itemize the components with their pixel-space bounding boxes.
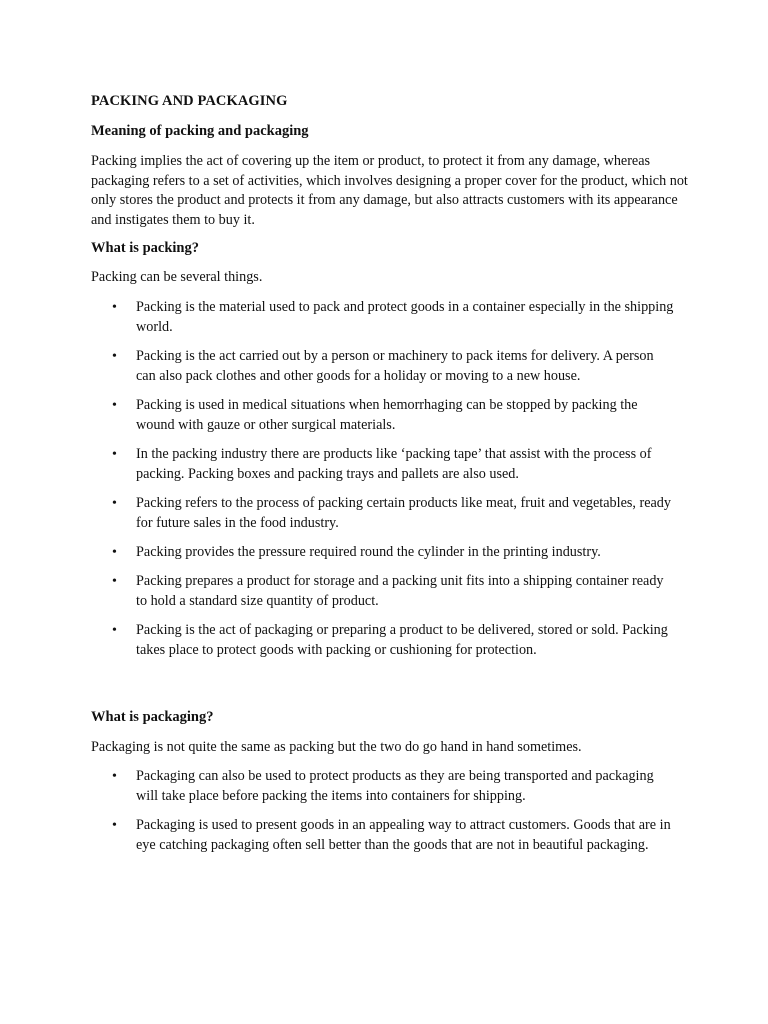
packing-intro: Packing can be several things.: [91, 269, 263, 285]
list-item-text: Packing is the material used to pack and protect goods in a container especially in the shipping world.: [136, 299, 674, 335]
document-title: PACKING AND PACKAGING: [91, 93, 288, 109]
list-item-text: Packing refers to the process of packing certain products like meat, fruit and vegetables, ready for future sales in the food industry.: [136, 495, 671, 531]
bullet-icon: •: [112, 300, 117, 315]
bullet-icon: •: [112, 769, 117, 784]
section-heading-packing: What is packing?: [91, 240, 199, 256]
list-item-text: Packing is the act of packaging or preparing a product to be delivered, stored or sold. Packing takes place to protect goods with packing or cushioning for protection.: [136, 622, 668, 658]
list-item-text: In the packing industry there are products like ‘packing tape’ that assist with the process of packing. Packing boxes and packing trays and pallets are also used.: [136, 446, 652, 482]
section-heading-meaning: Meaning of packing and packaging: [91, 123, 309, 139]
list-item-text: Packaging can also be used to protect products as they are being transported and packaging will take place before packing the items into containers for shipping.: [136, 768, 654, 804]
bullet-icon: •: [112, 623, 117, 638]
list-item-text: Packing provides the pressure required round the cylinder in the printing industry.: [136, 544, 601, 560]
section-heading-packaging: What is packaging?: [91, 709, 214, 725]
bullet-icon: •: [112, 574, 117, 589]
packaging-intro: Packaging is not quite the same as packing but the two do go hand in hand sometimes.: [91, 739, 582, 755]
list-item-text: Packaging is used to present goods in an appealing way to attract customers. Goods that are in eye catching packaging often sell better than the goods that are not in beautiful packaging.: [136, 817, 671, 853]
list-item-text: Packing is used in medical situations when hemorrhaging can be stopped by packing the wound with gauze or other surgical materials.: [136, 397, 638, 433]
bullet-icon: •: [112, 545, 117, 560]
list-item-text: Packing prepares a product for storage and a packing unit fits into a shipping container ready to hold a standard size quantity of product.: [136, 573, 664, 609]
meaning-paragraph: Packing implies the act of covering up the item or product, to protect it from any damage, whereas packaging refers to a set of activities, which involves designing a proper cover for the product, which not only stores the product and protects it from any damage, but also attracts customers with its appearance and instigates them to buy it.: [91, 153, 688, 228]
bullet-icon: •: [112, 398, 117, 413]
bullet-icon: •: [112, 447, 117, 462]
bullet-icon: •: [112, 349, 117, 364]
bullet-icon: •: [112, 818, 117, 833]
bullet-icon: •: [112, 496, 117, 511]
list-item-text: Packing is the act carried out by a person or machinery to pack items for delivery. A person can also pack clothes and other goods for a holiday or moving to a new house.: [136, 348, 654, 384]
